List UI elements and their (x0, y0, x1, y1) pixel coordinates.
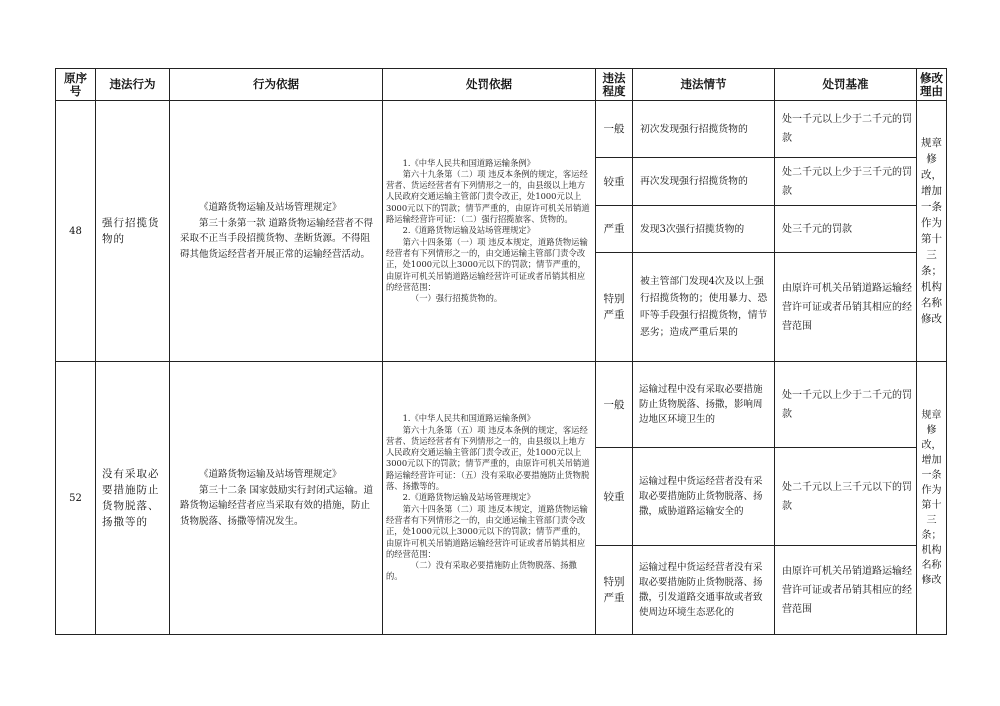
standard-cell: 处一千元以上少于二千元的罚款 (775, 101, 917, 158)
table-row (56, 101, 947, 158)
circumstance-cell: 运输过程中货运经营者没有采取必要措施防止货物脱落、扬撒，威胁道路运输安全的 (633, 448, 775, 546)
basis-text: 第三十二条 国家鼓励实行封闭式运输。道路货物运输经营者应当采取有效的措施，防止货物脱落、扬撒等情况发生。 (180, 484, 374, 527)
standard-cell: 处三千元的罚款 (775, 206, 917, 253)
standard-cell: 处二千元以上三千元以下的罚款 (775, 448, 917, 546)
basis-title: 《道路货物运输及站场管理规定》 (199, 202, 342, 213)
penalty-law-1: 1.《中华人民共和国道路运输条例》 (402, 157, 535, 168)
degree-cell: 一般 (596, 362, 633, 448)
standard-cell: 处二千元以上少于三千元的罚款 (775, 158, 917, 206)
header-row (56, 69, 947, 101)
penalty-law-2: 2.《道路货物运输及站场管理规定》 (402, 225, 535, 236)
circumstance-cell: 运输过程中货运经营者没有采取必要措施防止货物脱落、扬撒，引发道路交通事故或者致使周边环境生态恶化的 (633, 546, 775, 635)
degree-cell: 特别严重 (596, 546, 633, 635)
penalty-law-1: 1.《中华人民共和国道路运输条例》 (402, 413, 535, 424)
header-circumstance: 违法情节 (633, 69, 775, 101)
header-basis: 行为依据 (170, 69, 383, 101)
penalty-clause-2: 第六十四条第（二）项 违反本规定，道路货物运输经营者有下列情形之一的，由交通运输主管部门责令改正，处1000元以上3000元以下的罚款；情节严重的，由原许可机关吊销道路运输经营许可证或者吊销其相应的经营范围： (386, 503, 588, 559)
basis-title: 《道路货物运输及站场管理规定》 (199, 469, 342, 480)
circumstance-cell: 再次发现强行招揽货物的 (633, 158, 775, 206)
degree-cell: 较重 (596, 448, 633, 546)
modification-reason: 规章修改，增加一条作为第十三条；机构名称修改 (917, 101, 947, 362)
standard-cell: 由原许可机关吊销道路运输经营许可证或者吊销其相应的经营范围 (775, 546, 917, 635)
violation-act: 强行招揽货物的 (96, 101, 170, 362)
modification-reason: 规章修改，增加一条作为第十三条；机构名称修改 (917, 362, 947, 635)
header-standard: 处罚基准 (775, 69, 917, 101)
header-no: 原序号 (56, 69, 96, 101)
circumstance-cell: 运输过程中没有采取必要措施防止货物脱落、扬撒，影响周边地区环境卫生的 (633, 362, 775, 448)
circumstance-cell: 被主管部门发现4次及以上强行招揽货物的；使用暴力、恐吓等手段强行招揽货物，情节恶劣；造成严重后果的 (633, 253, 775, 362)
penalty-basis (383, 101, 596, 362)
behavior-basis (170, 362, 383, 635)
penalty-item: （一）强行招揽货物的。 (410, 293, 503, 304)
penalty-basis (383, 362, 596, 635)
circumstance-cell: 初次发现强行招揽货物的 (633, 101, 775, 158)
header-degree: 违法程度 (596, 69, 633, 101)
degree-cell: 较重 (596, 158, 633, 206)
header-reason: 修改理由 (917, 69, 947, 101)
table-row (56, 362, 947, 448)
basis-text: 第三十条第一款 道路货物运输经营者不得采取不正当手段招揽货物、垄断货源。不得阻碍其他货运经营者开展正常的运输经营活动。 (180, 217, 374, 260)
penalty-clause-1: 第六十九条第（五）项 违反本条例的规定，客运经营者、货运经营者有下列情形之一的，由县级以上地方人民政府交通运输主管部门责令改正，处1000元以上3000元以下的罚款；情节严重的，由原许可机关吊销道路运输经营许可证：（五）没有采取必要措施防止货物脱落、扬撒等的。 (386, 424, 590, 492)
penalty-standard-table (55, 68, 947, 635)
row-number: 48 (56, 101, 96, 362)
header-act: 违法行为 (96, 69, 170, 101)
row-number: 52 (56, 362, 96, 635)
header-penalty-basis: 处罚依据 (383, 69, 596, 101)
degree-cell: 严重 (596, 206, 633, 253)
degree-cell: 特别严重 (596, 253, 633, 362)
penalty-law-2: 2.《道路货物运输及站场管理规定》 (402, 492, 535, 503)
standard-cell: 由原许可机关吊销道路运输经营许可证或者吊销其相应的经营范围 (775, 253, 917, 362)
behavior-basis (170, 101, 383, 362)
circumstance-cell: 发现3次强行招揽货物的 (633, 206, 775, 253)
standard-cell: 处一千元以上少于二千元的罚款 (775, 362, 917, 448)
penalty-clause-2: 第六十四条第（一）项 违反本规定，道路货物运输经营者有下列情形之一的，由交通运输主管部门责令改正，处1000元以上3000元以下的罚款；情节严重的，由原许可机关吊销道路运输经营许可证或者吊销其相应的经营范围： (386, 236, 588, 292)
penalty-clause-1: 第六十九条第（二）项 违反本条例的规定，客运经营者、货运经营者有下列情形之一的，由县级以上地方人民政府交通运输主管部门责令改正，处1000元以上3000元以下的罚款；情节严重的，由原许可机关吊销道路运输经营许可证：（二）强行招揽旅客、货物的。 (386, 168, 590, 225)
degree-cell: 一般 (596, 101, 633, 158)
penalty-item: （二）没有采取必要措施防止货物脱落、扬撒的。 (386, 560, 577, 582)
violation-act: 没有采取必要措施防止货物脱落、扬撒等的 (96, 362, 170, 635)
